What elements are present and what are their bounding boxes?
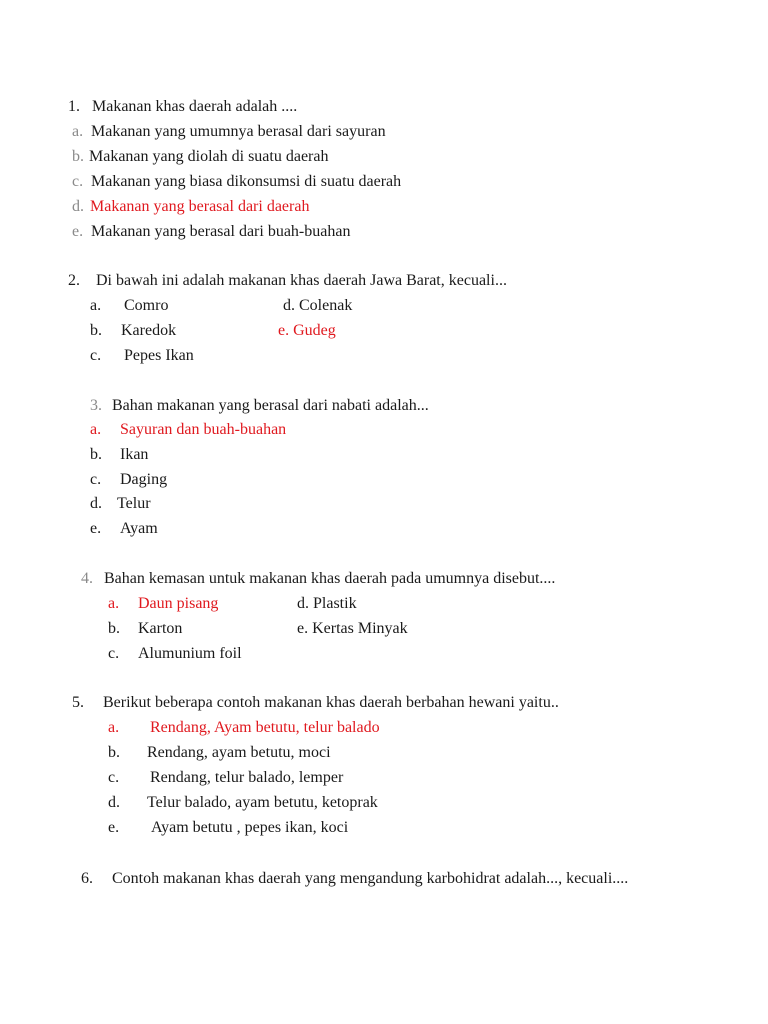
option-letter: b. [108,744,120,761]
question-number: 3. [90,397,102,414]
correct-answer-text: Rendang, Ayam betutu, telur balado [150,719,380,736]
option-letter: c. [90,347,102,364]
option-text: Rendang, ayam betutu, moci [147,744,331,761]
option-text: d. Plastik [297,595,357,612]
question-number: 1. [68,98,80,115]
option-letter: b. [90,322,102,339]
option-text: Comro [124,297,169,314]
option-letter: b. [108,620,120,637]
option-text: Makanan yang biasa dikonsumsi di suatu daerah [91,173,402,190]
option-text: d. Colenak [283,297,353,314]
option-text: Telur balado, ayam betutu, ketoprak [147,794,378,811]
option-text: Makanan yang berasal dari buah-buahan [91,223,351,240]
question-number: 6. [81,870,93,887]
option-letter: c. [90,471,102,488]
option-letter: b. [72,148,84,165]
option-letter: c. [108,769,120,786]
option-text: Rendang, telur balado, lemper [150,769,344,786]
question-text: Bahan kemasan untuk makanan khas daerah pada umumnya disebut.... [104,570,556,587]
correct-answer-text: Sayuran dan buah-buahan [120,421,287,438]
option-letter: e. [108,819,120,836]
option-text: Ayam [120,520,158,537]
option-text: Makanan yang diolah di suatu daerah [89,148,329,165]
option-text: Pepes Ikan [124,347,194,364]
option-letter: a. [90,421,102,438]
option-letter: c. [72,173,84,190]
option-text: Ikan [120,446,149,463]
question-number: 5. [72,694,84,711]
question-number: 4. [81,570,93,587]
correct-answer-text: Makanan yang berasal dari daerah [90,198,310,215]
option-text: Karton [138,620,183,637]
question-text: Berikut beberapa contoh makanan khas daerah berbahan hewani yaitu.. [103,694,559,711]
option-letter: d. [108,794,120,811]
option-letter: a. [108,719,120,736]
question-number: 2. [68,272,80,289]
option-letter: d. [90,495,102,512]
option-letter: a. [108,595,120,612]
option-letter: a. [90,297,102,314]
option-letter: c. [108,645,120,662]
question-text: Bahan makanan yang berasal dari nabati adalah... [112,397,429,414]
option-letter: d. [72,198,84,215]
option-text: Telur [117,495,151,512]
option-letter: e. [72,223,84,240]
option-text: e. Kertas Minyak [297,620,408,637]
correct-answer-text: Daun pisang [138,595,219,612]
option-letter: a. [72,123,84,140]
option-text: Karedok [121,322,177,339]
option-text: Daging [120,471,168,488]
question-text: Contoh makanan khas daerah yang mengandung karbohidrat adalah..., kecuali.... [112,870,629,887]
option-letter: b. [90,446,102,463]
option-text: Alumunium foil [138,645,242,662]
option-text: Ayam betutu , pepes ikan, koci [151,819,349,836]
correct-answer-text: e. Gudeg [278,322,336,339]
option-letter: e. [90,520,102,537]
option-text: Makanan yang umumnya berasal dari sayuran [91,123,386,140]
question-text: Di bawah ini adalah makanan khas daerah Jawa Barat, kecuali... [96,272,507,289]
question-text: Makanan khas daerah adalah .... [92,98,298,115]
